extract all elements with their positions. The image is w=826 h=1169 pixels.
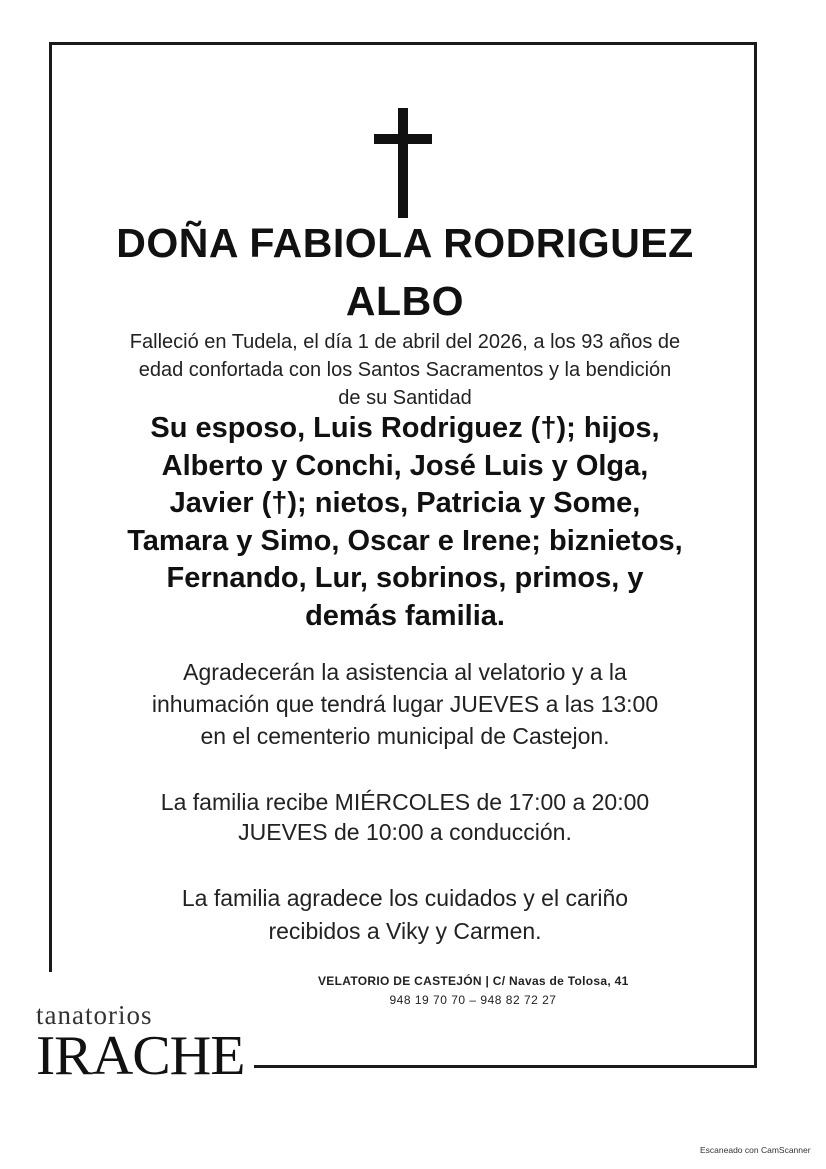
service-line: inhumación que tendrá lugar JUEVES a las 13:00 xyxy=(151,691,659,717)
intro-line: edad confortada con los Santos Sacramentos y la bendición xyxy=(138,359,672,381)
gratitude-line: La familia agradece los cuidados y el cariño xyxy=(181,885,629,911)
venue-phones: 948 19 70 70 – 948 82 72 27 xyxy=(389,993,557,1007)
family-line: Javier (†); nietos, Patricia y Some, xyxy=(169,487,641,519)
deceased-name-line1: DOÑA FABIOLA RODRIGUEZ xyxy=(116,220,694,266)
frame-top-border xyxy=(49,42,757,45)
frame-left-border xyxy=(49,42,52,972)
venue-address: VELATORIO DE CASTEJÓN | C/ Navas de Tolosa, 41 xyxy=(318,974,629,988)
intro-line: Falleció en Tudela, el día 1 de abril del 2026, a los 93 años de xyxy=(129,331,681,353)
latin-cross-icon xyxy=(374,108,432,218)
service-line: en el cementerio municipal de Castejon. xyxy=(200,723,610,749)
family-line: Su esposo, Luis Rodriguez (†); hijos, xyxy=(150,412,660,444)
scanner-watermark: Escaneado con CamScanner xyxy=(700,1145,811,1155)
gratitude-line: recibidos a Viky y Carmen. xyxy=(268,918,542,944)
frame-bottom-border xyxy=(254,1065,757,1068)
family-line: Fernando, Lur, sobrinos, primos, y xyxy=(166,562,644,594)
family-list xyxy=(60,410,750,635)
family-line: Alberto y Conchi, José Luis y Olga, xyxy=(161,449,649,482)
visiting-line: JUEVES de 10:00 a conducción. xyxy=(238,819,572,845)
cross-horizontal-bar xyxy=(374,134,432,144)
death-notice-text xyxy=(60,328,750,412)
logo-irache-text: IRACHE xyxy=(36,1025,245,1087)
frame-right-border xyxy=(754,42,757,1068)
service-notice xyxy=(60,656,750,752)
logo-tanatorios-text: tanatorios xyxy=(36,1000,153,1030)
family-line: demás familia. xyxy=(305,599,505,632)
family-line: Tamara y Simo, Oscar e Irene; biznietos, xyxy=(127,524,683,557)
visiting-hours xyxy=(60,787,750,847)
intro-line: de su Santidad xyxy=(338,387,472,409)
visiting-line: La familia recibe MIÉRCOLES de 17:00 a 20:00 xyxy=(160,789,650,815)
deceased-name-line2: ALBO xyxy=(345,278,465,324)
service-line: Agradecerán la asistencia al velatorio y a la xyxy=(183,659,627,685)
cross-vertical-bar xyxy=(398,108,408,218)
gratitude-note xyxy=(60,882,750,948)
